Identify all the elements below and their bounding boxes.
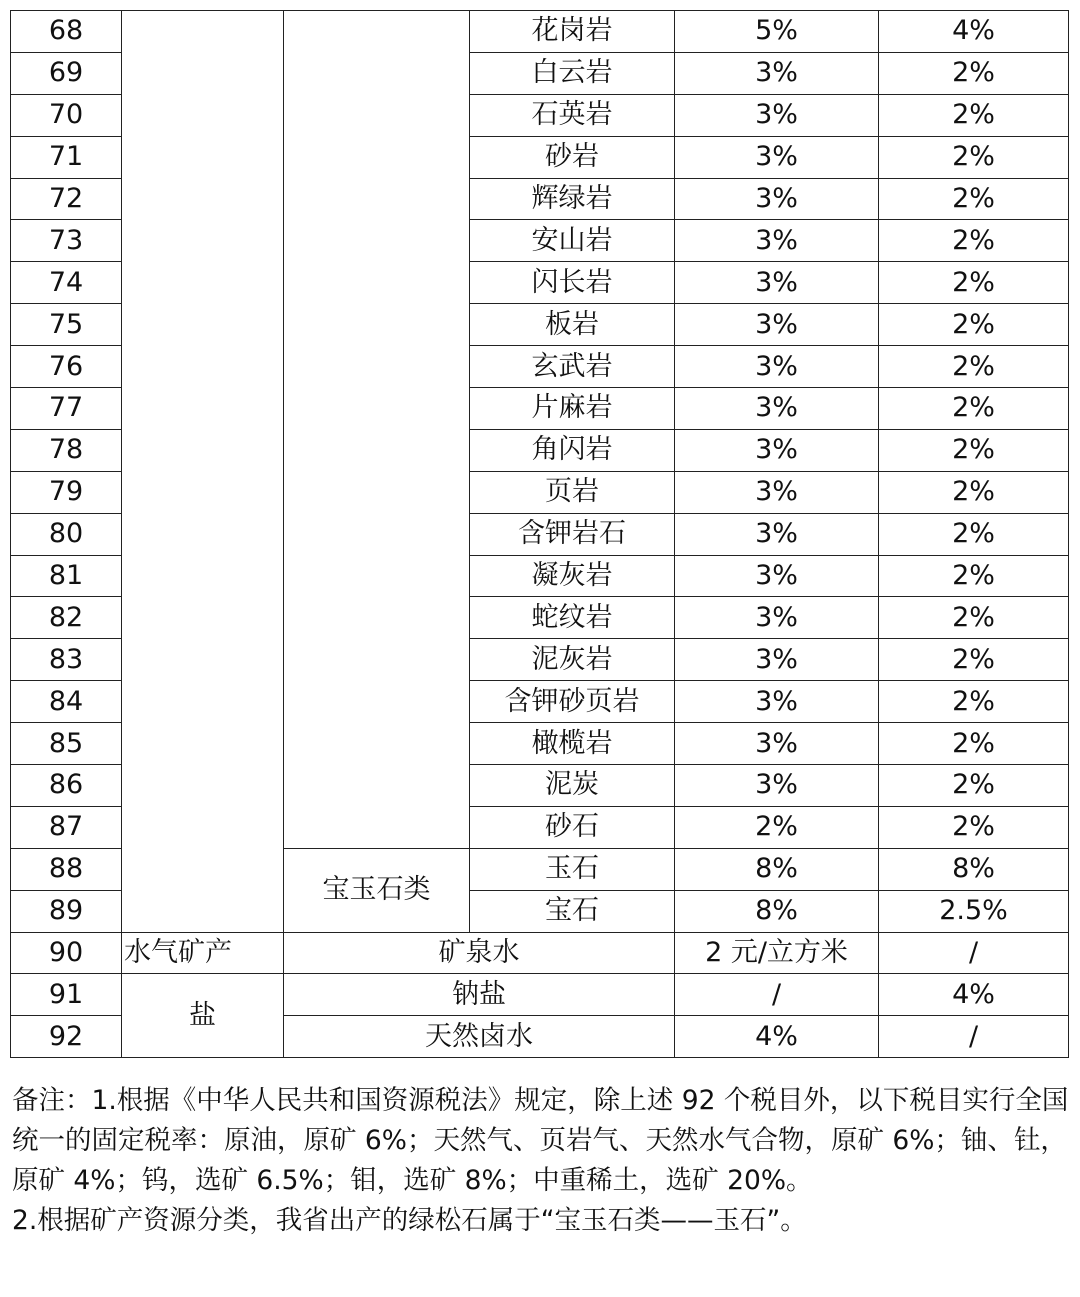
row-number: 79	[11, 471, 122, 513]
subcategory-cell-empty	[284, 11, 470, 849]
rate-b: 2%	[879, 597, 1069, 639]
rate-b: /	[879, 932, 1069, 974]
item-name: 片麻岩	[470, 388, 675, 430]
rate-a: 3%	[675, 681, 879, 723]
row-number: 71	[11, 136, 122, 178]
row-number: 69	[11, 52, 122, 94]
row-number: 87	[11, 806, 122, 848]
rate-a: 2%	[675, 806, 879, 848]
rate-a: 3%	[675, 723, 879, 765]
rate-b: 2%	[879, 346, 1069, 388]
row-number: 78	[11, 429, 122, 471]
rate-b: 2%	[879, 723, 1069, 765]
item-name: 橄榄岩	[470, 723, 675, 765]
item-name: 玉石	[470, 848, 675, 890]
item-name: 含钾砂页岩	[470, 681, 675, 723]
row-number: 70	[11, 94, 122, 136]
row-number: 88	[11, 848, 122, 890]
rate-a: 3%	[675, 136, 879, 178]
notes-section	[12, 1081, 1072, 1241]
item-name: 矿泉水	[284, 932, 675, 974]
item-name: 钠盐	[284, 974, 675, 1016]
rate-a: 3%	[675, 178, 879, 220]
item-name: 蛇纹岩	[470, 597, 675, 639]
item-name: 天然卤水	[284, 1016, 675, 1058]
rate-a: 3%	[675, 639, 879, 681]
rate-b: /	[879, 1016, 1069, 1058]
rate-b: 2%	[879, 639, 1069, 681]
rate-b: 2%	[879, 429, 1069, 471]
row-number: 68	[11, 11, 122, 53]
rate-a: 3%	[675, 429, 879, 471]
row-number: 77	[11, 388, 122, 430]
rate-a: 3%	[675, 262, 879, 304]
resource-tax-table	[10, 10, 1069, 1058]
item-name: 角闪岩	[470, 429, 675, 471]
row-number: 76	[11, 346, 122, 388]
rate-a: 3%	[675, 346, 879, 388]
item-name: 石英岩	[470, 94, 675, 136]
rate-a: 3%	[675, 94, 879, 136]
rate-a: 3%	[675, 304, 879, 346]
rate-a: 3%	[675, 220, 879, 262]
row-number: 86	[11, 765, 122, 807]
row-number: 74	[11, 262, 122, 304]
row-number: 85	[11, 723, 122, 765]
table-row	[11, 11, 1069, 53]
rate-a: 8%	[675, 890, 879, 932]
item-name: 板岩	[470, 304, 675, 346]
rate-a: 5%	[675, 11, 879, 53]
row-number: 89	[11, 890, 122, 932]
rate-b: 2%	[879, 681, 1069, 723]
rate-b: 2%	[879, 765, 1069, 807]
rate-a: 3%	[675, 513, 879, 555]
row-number: 90	[11, 932, 122, 974]
rate-a: 3%	[675, 388, 879, 430]
rate-b: 2%	[879, 471, 1069, 513]
rate-b: 2%	[879, 304, 1069, 346]
item-name: 玄武岩	[470, 346, 675, 388]
item-name: 宝石	[470, 890, 675, 932]
row-number: 75	[11, 304, 122, 346]
row-number: 73	[11, 220, 122, 262]
item-name: 安山岩	[470, 220, 675, 262]
row-number: 83	[11, 639, 122, 681]
item-name: 白云岩	[470, 52, 675, 94]
rate-a: 3%	[675, 52, 879, 94]
row-number: 72	[11, 178, 122, 220]
item-name: 砂石	[470, 806, 675, 848]
subcategory-gems: 宝玉石类	[284, 848, 470, 932]
row-number: 91	[11, 974, 122, 1016]
rate-a: 4%	[675, 1016, 879, 1058]
rate-a: 3%	[675, 765, 879, 807]
category-water-gas: 水气矿产	[122, 932, 284, 974]
category-salt: 盐	[122, 974, 284, 1058]
rate-a: 8%	[675, 848, 879, 890]
rate-b: 2%	[879, 52, 1069, 94]
rate-b: 2%	[879, 178, 1069, 220]
note-1: 备注：1.根据《中华人民共和国资源税法》规定，除上述 92 个税目外，以下税目实行全国统一的固定税率：原油，原矿 6%；天然气、页岩气、天然水气合物，原矿 6%；铀、钍，原矿 4%；钨，选矿 6.5%；钼，选矿 8%；中重稀土，选矿 20%。	[12, 1085, 1069, 1196]
rate-b: 2%	[879, 136, 1069, 178]
rate-b: 2.5%	[879, 890, 1069, 932]
rate-b: 2%	[879, 388, 1069, 430]
item-name: 凝灰岩	[470, 555, 675, 597]
rate-a: 3%	[675, 471, 879, 513]
item-name: 辉绿岩	[470, 178, 675, 220]
rate-a: 3%	[675, 555, 879, 597]
rate-b: 2%	[879, 220, 1069, 262]
row-number: 80	[11, 513, 122, 555]
rate-b: 4%	[879, 11, 1069, 53]
row-number: 82	[11, 597, 122, 639]
rate-b: 4%	[879, 974, 1069, 1016]
table-row	[11, 932, 1069, 974]
rate-a: /	[675, 974, 879, 1016]
rate-b: 2%	[879, 513, 1069, 555]
rate-b: 2%	[879, 806, 1069, 848]
item-name: 泥灰岩	[470, 639, 675, 681]
item-name: 花岗岩	[470, 11, 675, 53]
rate-a: 3%	[675, 597, 879, 639]
item-name: 泥炭	[470, 765, 675, 807]
rate-b: 2%	[879, 94, 1069, 136]
item-name: 闪长岩	[470, 262, 675, 304]
item-name: 含钾岩石	[470, 513, 675, 555]
item-name: 页岩	[470, 471, 675, 513]
rate-b: 2%	[879, 262, 1069, 304]
row-number: 81	[11, 555, 122, 597]
item-name: 砂岩	[470, 136, 675, 178]
category-cell-empty	[122, 11, 284, 933]
rate-a: 2 元/立方米	[675, 932, 879, 974]
table-row	[11, 974, 1069, 1016]
row-number: 84	[11, 681, 122, 723]
row-number: 92	[11, 1016, 122, 1058]
rate-b: 2%	[879, 555, 1069, 597]
rate-b: 8%	[879, 848, 1069, 890]
note-2: 2.根据矿产资源分类，我省出产的绿松石属于“宝玉石类——玉石”。	[12, 1205, 807, 1236]
